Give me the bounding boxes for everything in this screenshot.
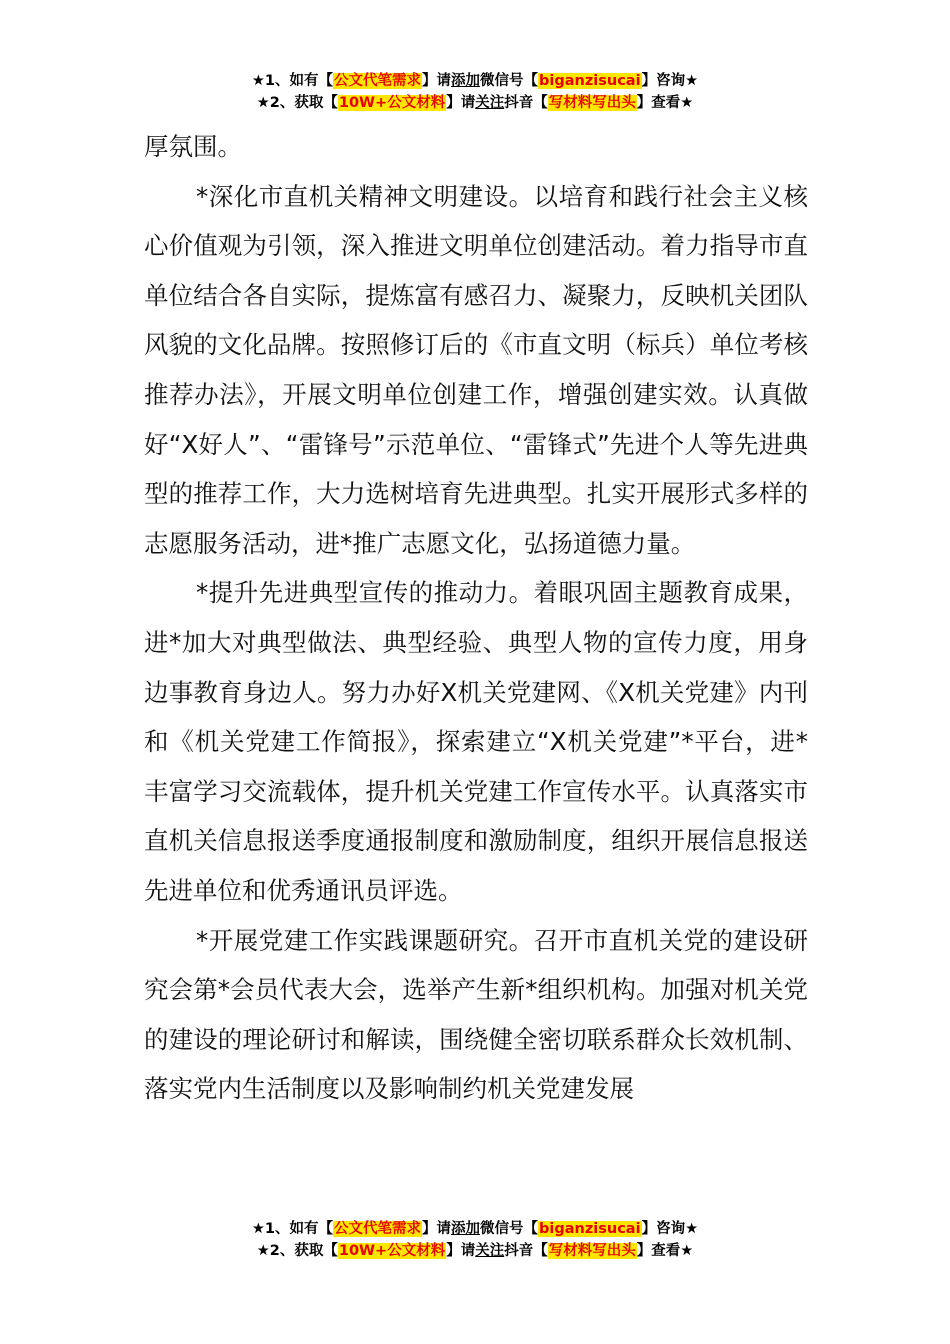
banner-text: ★2、获取【 bbox=[256, 95, 338, 111]
banner-highlight: 写材料写出头 bbox=[548, 95, 636, 111]
document-body bbox=[144, 122, 808, 1114]
banner-text: 微信号【 bbox=[480, 1221, 539, 1237]
banner-text: ★1、如有【 bbox=[251, 73, 334, 89]
banner-line-2 bbox=[0, 1240, 950, 1262]
banner-text: 】查看★ bbox=[636, 95, 694, 111]
footer-banner bbox=[0, 1218, 950, 1262]
banner-emphasis: 添加 bbox=[451, 1221, 481, 1237]
banner-line-2 bbox=[0, 92, 950, 114]
banner-emphasis: 关注 bbox=[475, 95, 505, 111]
banner-emphasis: 添加 bbox=[451, 73, 481, 89]
banner-line-1 bbox=[0, 70, 950, 92]
banner-text: 微信号【 bbox=[480, 73, 539, 89]
banner-highlight: 公文代笔需求 bbox=[334, 73, 422, 89]
banner-highlight: 公文代笔需求 bbox=[334, 1221, 422, 1237]
banner-highlight: 写材料写出头 bbox=[548, 1243, 636, 1259]
banner-text: ★1、如有【 bbox=[251, 1221, 334, 1237]
banner-highlight: biganzisucai bbox=[539, 1221, 641, 1237]
paragraph: 厚氛围。 bbox=[144, 132, 242, 161]
header-banner bbox=[0, 70, 950, 114]
banner-text: 】请 bbox=[446, 95, 476, 111]
banner-highlight: biganzisucai bbox=[539, 73, 641, 89]
banner-text: 】请 bbox=[446, 1243, 476, 1259]
banner-text: ★2、获取【 bbox=[256, 1243, 338, 1259]
banner-text: 抖音【 bbox=[504, 1243, 548, 1259]
banner-text: 】咨询★ bbox=[641, 73, 699, 89]
paragraph: *深化市直机关精神文明建设。以培育和践行社会主义核心价值观为引领，深入推进文明单位创建活动。着力指导市直单位结合各自实际，提炼富有感召力、凝聚力，反映机关团队风貌的文化品牌。按照修订后的《市直文明（标兵）单位考核推荐办法》，开展文明单位创建工作，增强创建实效。认真做好“X好人”、“雷锋号”示范单位、“雷锋式”先进个人等先进典型的推荐工作，大力选树培育先进典型。扎实开展形式多样的志愿服务活动，进*推广志愿文化，弘扬道德力量。 bbox=[144, 181, 808, 558]
banner-text: 抖音【 bbox=[504, 95, 548, 111]
banner-text: 】咨询★ bbox=[641, 1221, 699, 1237]
paragraph: *开展党建工作实践课题研究。召开市直机关党的建设研究会第*会员代表大会，选举产生新*组织机构。加强对机关党的建设的理论研讨和解读，围绕健全密切联系群众长效机制、落实党内生活制度以及影响制约机关党建发展 bbox=[144, 925, 808, 1104]
banner-line-1 bbox=[0, 1218, 950, 1240]
banner-highlight: 10W+公文材料 bbox=[338, 95, 446, 111]
paragraph: *提升先进典型宣传的推动力。着眼巩固主题教育成果，进*加大对典型做法、典型经验、典型人物的宣传力度，用身边事教育身边人。努力办好X机关党建网、《X机关党建》内刊和《机关党建工作简报》，探索建立“X机关党建”*平台，进*丰富学习交流载体，提升机关党建工作宣传水平。认真落实市直机关信息报送季度通报制度和激励制度，组织开展信息报送先进单位和优秀通讯员评选。 bbox=[144, 578, 808, 905]
banner-text: 】请 bbox=[422, 73, 452, 89]
banner-text: 】请 bbox=[422, 1221, 452, 1237]
banner-text: 】查看★ bbox=[636, 1243, 694, 1259]
banner-highlight: 10W+公文材料 bbox=[338, 1243, 446, 1259]
banner-emphasis: 关注 bbox=[475, 1243, 505, 1259]
